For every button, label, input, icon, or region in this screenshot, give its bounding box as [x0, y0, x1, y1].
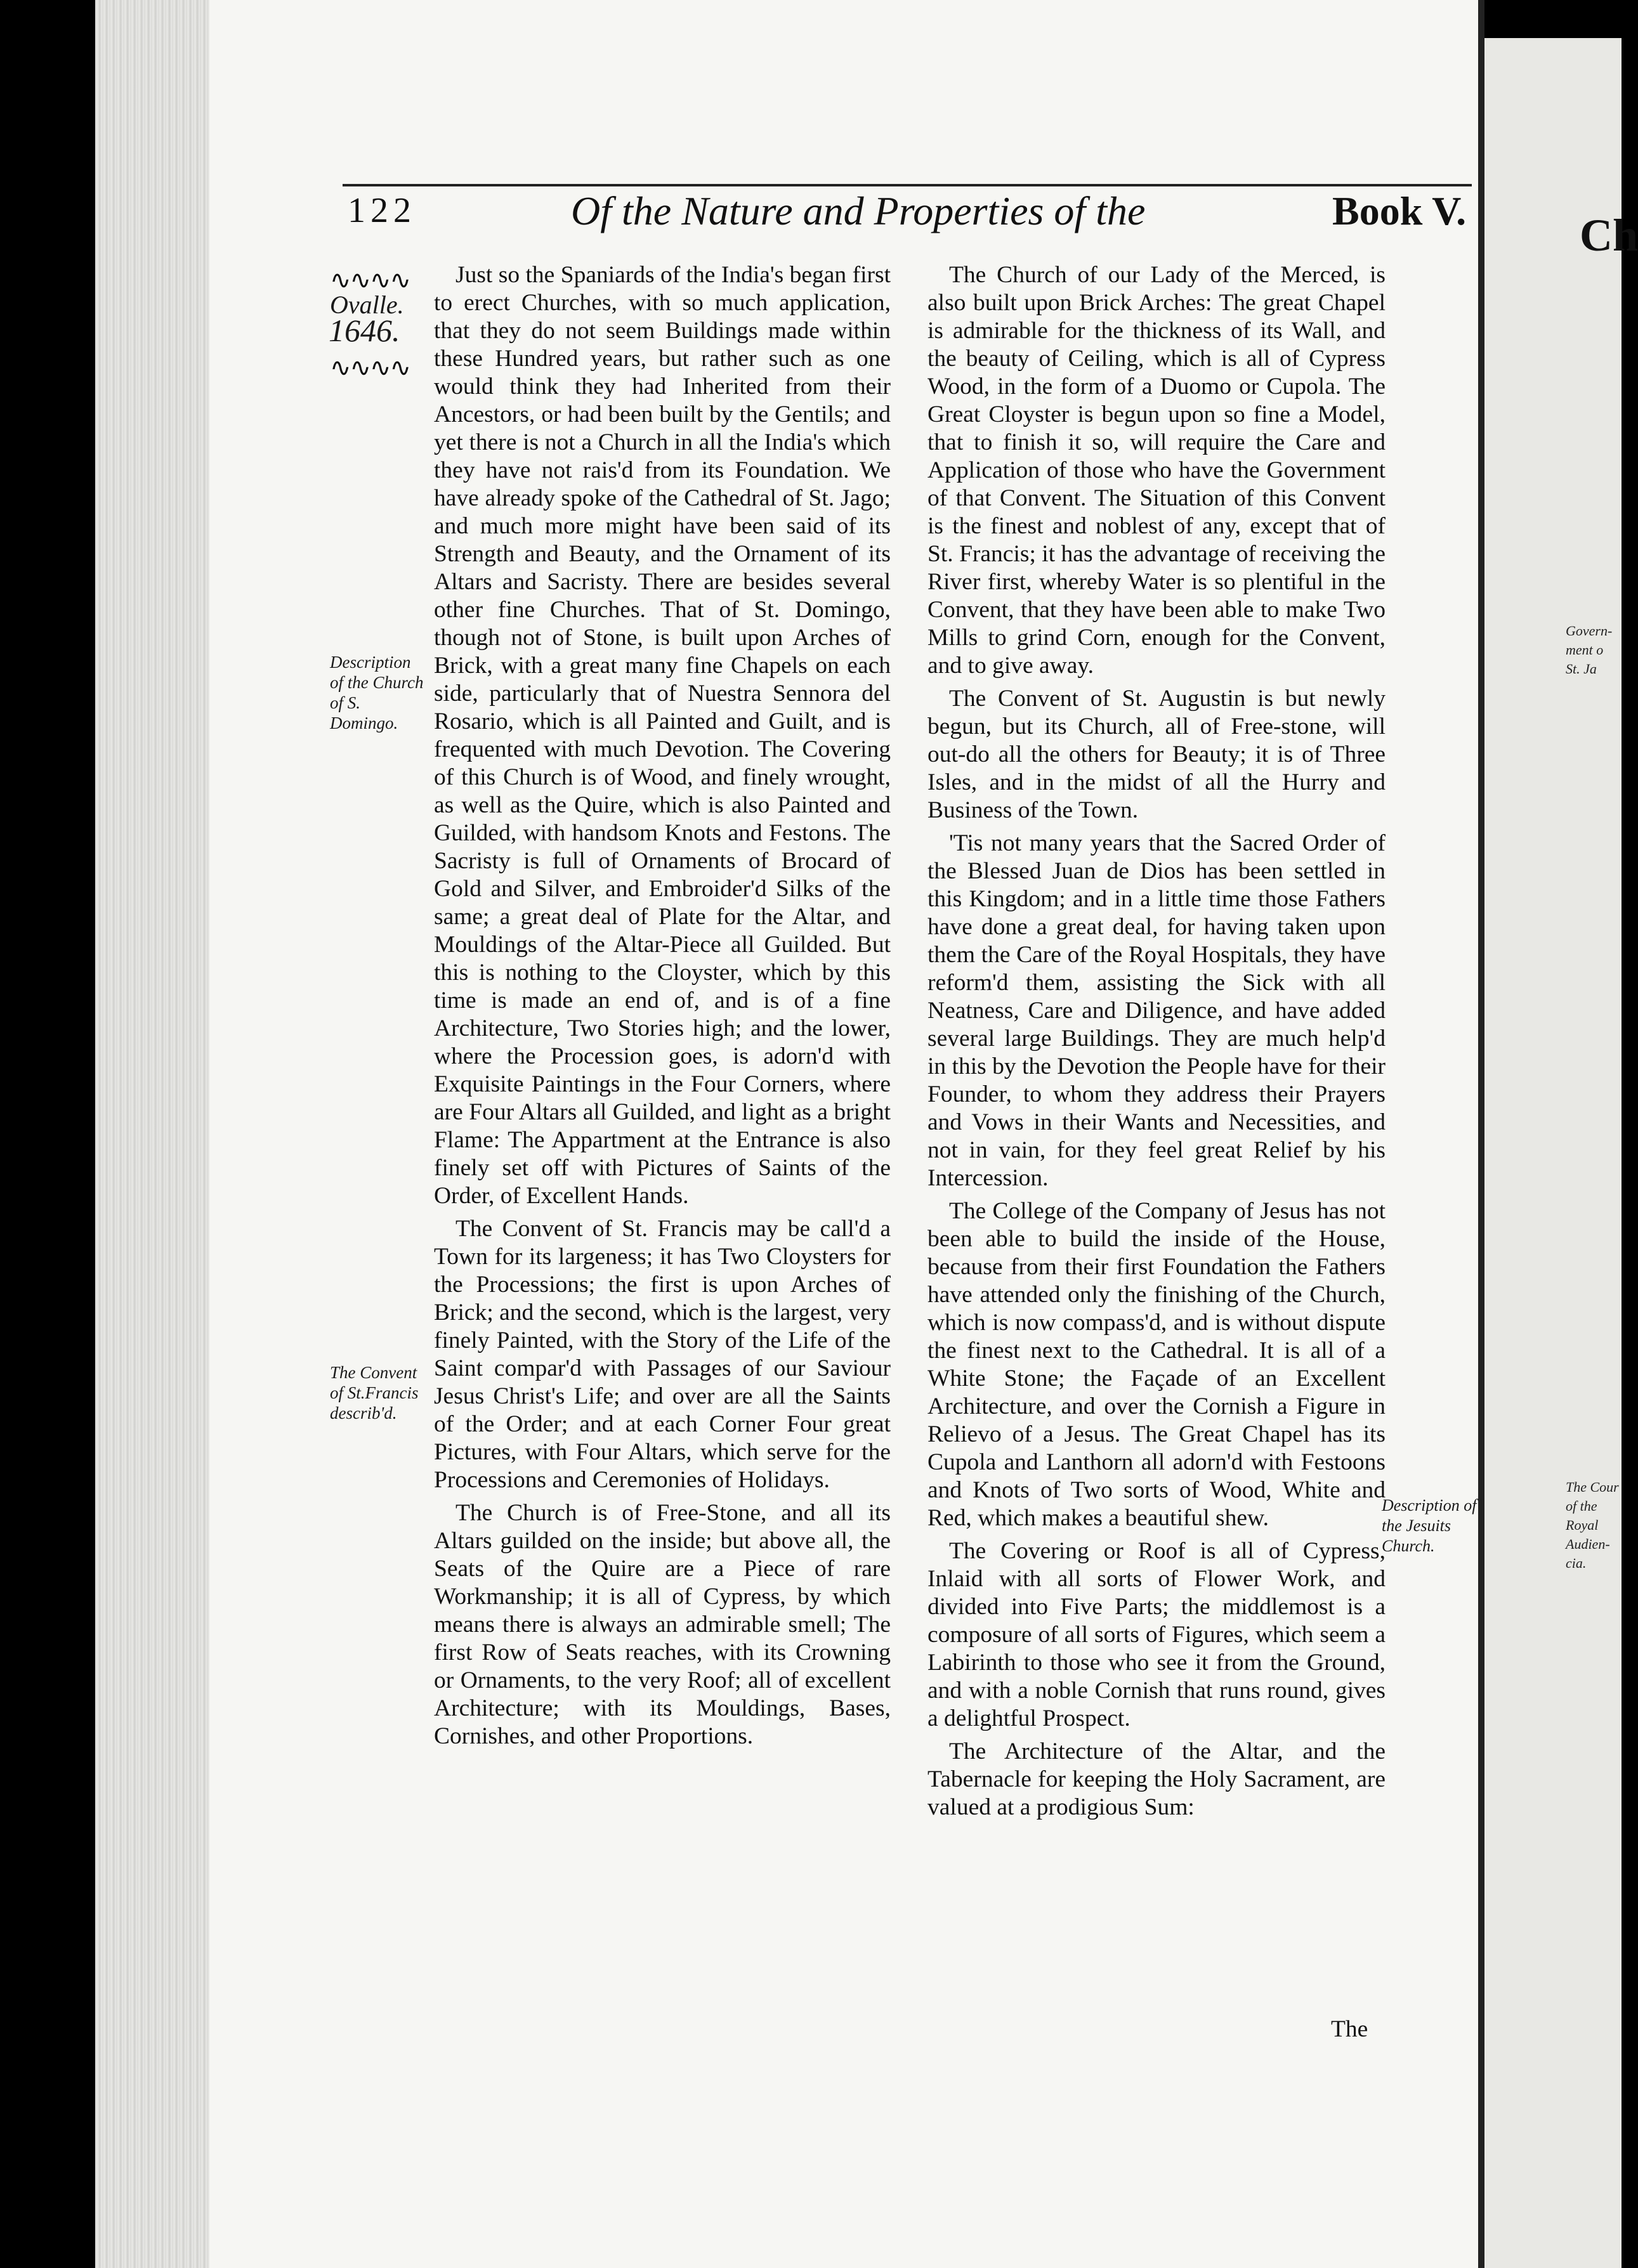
page-edges — [95, 0, 209, 2268]
book-number: Book V. — [1332, 188, 1467, 233]
margin-note-jesuits: Description of the Jesuits Church. — [1382, 1496, 1477, 1555]
paragraph: The Architecture of the Altar, and the Tabernacle for keeping the Holy Sacrament, are valued at a prodigious Sum: — [927, 1738, 1386, 1820]
paragraph: Just so the Spaniards of the India's began first to erect Churches, with so much application, that they do not seem Buildings made within these Hundred years, but rather such as one would think they had Inherited from their Ancestors, or had been built by the Gentils; and yet there is not a Church in all the India's which they have not rais'd from its Foundation. We have already spoke of the Cathedral of St. Jago; and much more might have been said of its Strength and Beauty, and the Ornament of its Altars and Sacristy. There are besides several other fine Churches. That of St. Domingo, though not of Stone, is built upon Arches of Brick, with a great many fine Chapels on each side, particularly that of Nuestra Sennora del Rosario, which is all Painted and Guilt, and is frequented with much Devotion. The Covering of this Church is of Wood, and finely wrought, as well as the Quire, which is also Painted and Guilded, with handsom Knots and Festons. The Sacristy is full of Ornaments of Brocard of Gold and Silver, and Embroider'd Silks of the same; a great deal of Plate for the Altar, and Mouldings of the Altar-Piece all Guilded. But this is nothing to the Cloyster, which by this time is made an end of, and is of a fine Architecture, Two Stories high; and the lower, where the Procession goes, is adorn'd with Exquisite Paintings in the Four Corners, where are Four Altars all Guilded, and light as a bright Flame: The Appartment at the Entrance is also finely set off with Pictures of Saints of the Order, of Excellent Hands. — [434, 262, 891, 1209]
facing-page-margin-note-1: Govern- ment o St. Ja — [1566, 623, 1613, 677]
paragraph: 'Tis not many years that the Sacred Order of the Blessed Juan de Dios has been settled in this Kingdom; and in a little time those Fathers have done a great deal, for having taken upon them the Care of the Royal Hospitals, they have reform'd them, assisting the Sick with all Neatness, Care and Diligence, and have added several large Buildings. They are much help'd in this by the Devotion the People have for their Founder, to whom they address their Prayers and Vows in their Wants and Necessities, and not in vain, for they feel great Relief by his Intercession. — [927, 830, 1386, 1191]
margin-ornament-top: ∿∿∿∿ — [330, 266, 410, 294]
margin-author: Ovalle. — [330, 290, 404, 319]
facing-page-heading: Ch — [1580, 210, 1638, 261]
paragraph: The Church of our Lady of the Merced, is also built upon Brick Arches: The great Chapel is admirable for the thickness of its Wall, and the beauty of Ceiling, which is all of Cypress Wood, in the form of a Duomo or Cupola. The Great Cloyster is begun upon so fine a Model, that to finish it so, will require the Care and Application of those who have the Government of that Convent. The Situation of this Convent is the finest and noblest of any, except that of St. Francis; it has the advantage of receiving the River first, whereby Water is so plentiful in the Convent, that they have been able to make Two Mills to grind Corn, enough for the Convent, and to give away. — [927, 262, 1386, 679]
page-number: 122 — [348, 191, 416, 230]
paragraph: The Church is of Free-Stone, and all its Altars guilded on the inside; but above all, the Seats of the Quire are a Piece of rare Workmanship; it is all of Cypress, by which means there is always an admirable smell; The first Row of Seats reaches, with its Crowning or Ornaments, to the very Roof; all of excellent Architecture; with its Mouldings, Bases, Cornishes, and other Proportions. — [434, 1500, 891, 1749]
paragraph: The Covering or Roof is all of Cypress, Inlaid with all sorts of Flower Work, and divided into Five Parts; the middlemost is a composure of all sorts of Figures, which seem a Labirinth to those who see it from the Ground, and with a noble Cornish that runs round, gives a delightful Prospect. — [927, 1538, 1386, 1731]
facing-page-margin-note-2: The Cour of the Royal Audien- cia. — [1566, 1479, 1619, 1571]
paragraph: The Convent of St. Augustin is but newly begun, but its Church, all of Free-stone, will out-do all the others for Beauty; it is of Three Isles, and in the midst of all the Hurry and Business of the Town. — [927, 686, 1386, 823]
header-rule — [343, 184, 1472, 186]
running-title: Of the Nature and Properties of the — [571, 188, 1146, 233]
margin-note-francis: The Convent of St.Francis describ'd. — [330, 1363, 419, 1423]
margin-ornament-bottom: ∿∿∿∿ — [330, 353, 410, 382]
paragraph: The College of the Company of Jesus has not been able to build the inside of the House, because from their first Foundation the Fathers have attended only the finishing of the Church, which is now compass'd, and is without dispute the finest next to the Cathedral. It is all of a White Stone; the Façade of an Excellent Architecture, and over the Cornish a Figure in Relievo of a Jesus. The Great Chapel has its Cupola and Lanthorn all adorn'd with Festoons and Knots of Two sorts of Wood, White and Red, which makes a beautiful shew. — [927, 1198, 1386, 1531]
text-column-right — [927, 261, 1386, 1827]
margin-year: 1646. — [329, 313, 400, 348]
paragraph: The Convent of St. Francis may be call'd a Town for its largeness; it has Two Cloysters for the Processions; the first is upon Arches of Brick; and the second, which is the largest, very finely Painted, with the Story of the Life of the Saint compar'd with Passages of our Saviour Jesus Christ's Life; and over are all the Saints of the Order; and at each Corner Four great Pictures, with Four Altars, which serve for the Processions and Ceremonies of Holidays. — [434, 1216, 891, 1493]
text-column-left — [434, 261, 891, 1756]
binding-gutter — [1478, 0, 1484, 2268]
margin-note-domingo: Description of the Church of S. Domingo. — [330, 653, 424, 733]
catchword: The — [1331, 2016, 1368, 2042]
facing-page-fragment — [1484, 38, 1638, 2268]
